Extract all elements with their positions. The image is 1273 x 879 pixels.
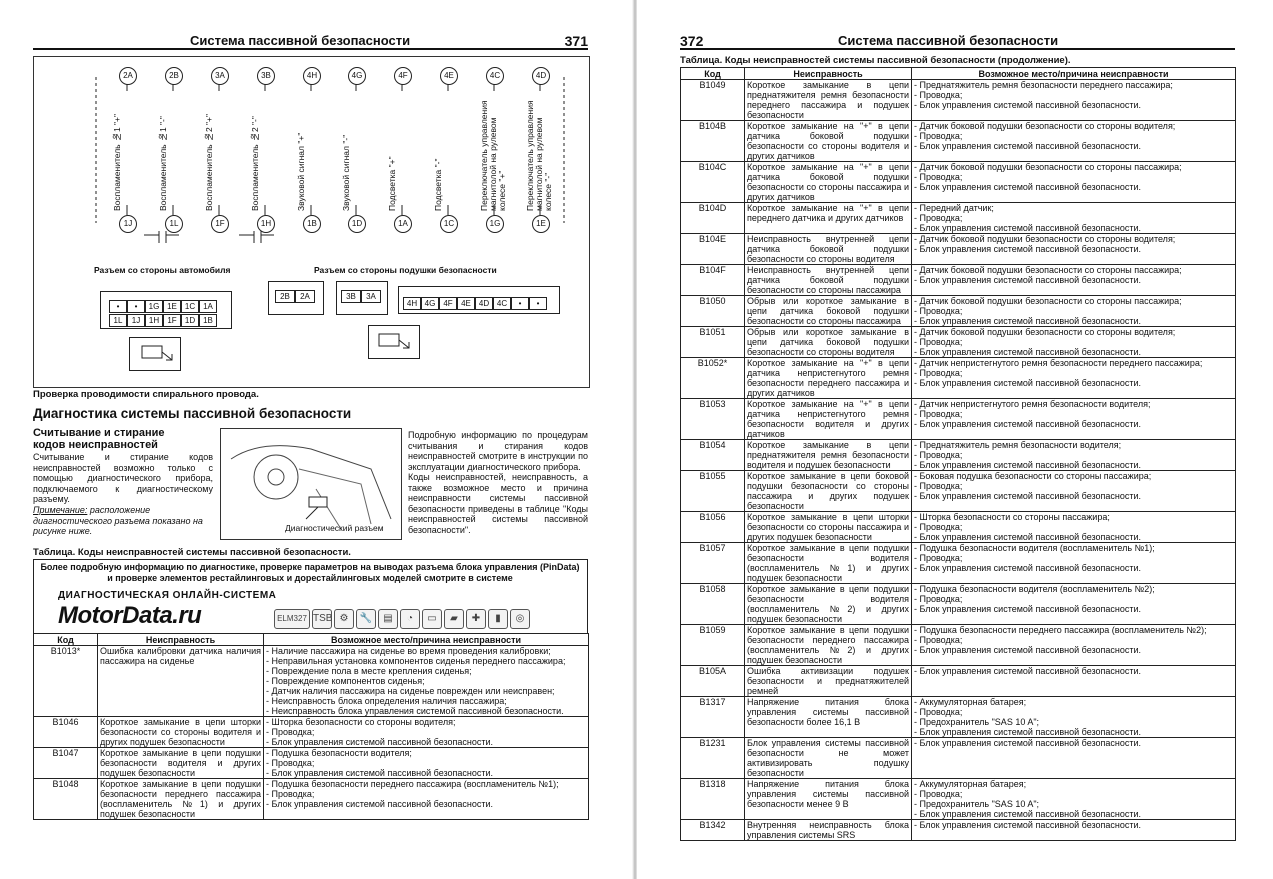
ad-text: Более подробную информацию по диагностике, проверке параметров на выводах разъема блока управления (PinData) и проверке элементов рестайлинговых и дорестайлинговых моделей смотрите в системе — [40, 562, 580, 583]
table-caption: Таблица. Коды неисправностей системы пассивной безопасности. — [33, 547, 351, 558]
pin-top: 4C — [486, 67, 504, 85]
cell-cause: - Подушка безопасности водителя; - Проводка; - Блок управления системой пассивной безопасности. — [264, 748, 589, 779]
connector-pin: 1A — [199, 300, 217, 313]
pin-top: 4H — [303, 67, 321, 85]
table-caption: Таблица. Коды неисправностей системы пассивной безопасности (продолжение). — [680, 55, 1071, 66]
cell-cause: - Наличие пассажира на сиденье во время проведения калибровки; - Неправильная установка компонентов сиденья переднего пассажира; - Повреждение пола в месте крепления сиденья; - Повреждение компонентов сиденья; - Датчик наличия пассажира на сиденье поврежден или неисправен; - Неисправность блока определения наличия пассажира; - Неисправность блока управления системой пассивной безопасности. — [264, 646, 589, 717]
wire-label: Воспламенитель №2 "+" — [204, 113, 214, 211]
cell-cause: - Преднатяжитель ремня безопасности водителя; - Проводка; - Блок управления системой пассивной безопасности. — [912, 440, 1236, 471]
cell-fault: Короткое замыкание в цепи шторки безопасности со стороны водителя и других подушек безопасности — [98, 717, 264, 748]
cell-code: B1057 — [681, 543, 745, 584]
note — [33, 505, 213, 537]
cell-fault: Блок управления системы пассивной безопасности не может активизировать подушку безопасности — [745, 738, 912, 779]
diagram-caption: Проверка проводимости спирального провода. — [33, 389, 259, 400]
left-page-header — [33, 33, 588, 50]
pin-top: 3B — [257, 67, 275, 85]
cell-cause: - Подушка безопасности переднего пассажира (воспламенитель №2); - Проводка; - Блок управления системой пассивной безопасности. — [912, 625, 1236, 666]
cell-cause: - Датчик боковой подушки безопасности со стороны водителя; - Блок управления системой пассивной безопасности. — [912, 234, 1236, 265]
plus-icon: ✚ — [466, 609, 486, 629]
cell-code: B1013* — [34, 646, 98, 717]
document-icon: ▤ — [378, 609, 398, 629]
connector-airbag-icon — [368, 325, 420, 359]
table-row — [681, 512, 1236, 543]
right-fault-table — [680, 67, 1236, 841]
connector-pin: 4G — [421, 297, 439, 310]
cell-cause: - Шторка безопасности со стороны пассажира; - Проводка; - Блок управления системой пассивной безопасности. — [912, 512, 1236, 543]
cell-code: B1050 — [681, 296, 745, 327]
cell-code: B1046 — [34, 717, 98, 748]
cell-code: B1231 — [681, 738, 745, 779]
connector-pin: 1D — [181, 314, 199, 327]
wire-label: Подсветка "-" — [433, 158, 443, 211]
ad-icons — [274, 608, 532, 629]
cell-code: B104F — [681, 265, 745, 296]
connector-pin: 1H — [145, 314, 163, 327]
connector-pin: • — [127, 300, 145, 313]
cell-fault: Короткое замыкание в цепи подушки безопасности водителя (воспламенитель №2) и других подушек безопасности — [745, 584, 912, 625]
connector-pin: 3A — [361, 290, 381, 303]
pin-bottom: 1G — [486, 215, 504, 233]
cell-cause: - Блок управления системой пассивной безопасности. — [912, 738, 1236, 779]
pin-bottom: 1H — [257, 215, 275, 233]
ad-brand: MotorData.ru — [58, 602, 202, 629]
oil-icon: ▰ — [444, 609, 464, 629]
cell-fault: Короткое замыкание в цепи подушки безопасности переднего пассажира (воспламенитель №1) и других подушек безопасности — [98, 779, 264, 820]
connector-vehicle-icon — [129, 337, 181, 371]
procedure-paragraph-2: Коды неисправностей, неисправность, а также возможное место и причина неисправности системы пассивной безопасности приведены в таблице "Коды неисправностей системы пассивной безопасности". — [408, 472, 588, 535]
connector-pin: 1E — [163, 300, 181, 313]
cell-code: B104B — [681, 121, 745, 162]
connector-airbag-c — [398, 286, 560, 314]
table-row — [681, 265, 1236, 296]
left-fault-table — [33, 633, 589, 820]
connector-pin: 1B — [199, 314, 217, 327]
connector-pin: 2A — [295, 290, 315, 303]
cell-cause: - Датчик боковой подушки безопасности со стороны пассажира; - Проводка; - Блок управления системой пассивной безопасности. — [912, 296, 1236, 327]
connector-pin: 4C — [493, 297, 511, 310]
car-icon: ▭ — [422, 609, 442, 629]
connector-pin: 4F — [439, 297, 457, 310]
connector-pin: 1G — [145, 300, 163, 313]
connector-pin: 4D — [475, 297, 493, 310]
pin-bottom: 1A — [394, 215, 412, 233]
cell-cause: - Датчик боковой подушки безопасности со стороны водителя; - Проводка; - Блок управления системой пассивной безопасности. — [912, 327, 1236, 358]
procedure-paragraph-1: Подробную информацию по процедурам считывания и стирания кодов неисправностей смотрите в инструкции по эксплуатации диагностического прибора. — [408, 430, 588, 472]
table-row — [681, 697, 1236, 738]
table-row — [681, 399, 1236, 440]
wire-label: Звуковой сигнал "+" — [296, 132, 306, 211]
pin-bottom: 1C — [440, 215, 458, 233]
wiring-diagram — [33, 56, 590, 388]
connector-pin: 1F — [163, 314, 181, 327]
col-header-fault: Неисправность — [745, 68, 912, 80]
cell-code: B1053 — [681, 399, 745, 440]
cell-fault: Короткое замыкание в цепи подушки безопасности водителя и других подушек безопасности — [98, 748, 264, 779]
subsection-title: Считывание и стирание кодов неисправностей — [33, 427, 165, 451]
col-header-fault: Неисправность — [98, 634, 264, 646]
table-row — [681, 162, 1236, 203]
cell-cause: - Датчик боковой подушки безопасности со стороны пассажира; - Блок управления системой пассивной безопасности. — [912, 265, 1236, 296]
cell-code: B104E — [681, 234, 745, 265]
section-title: Диагностика системы пассивной безопасности — [33, 406, 352, 421]
cell-fault: Напряжение питания блока управления системы пассивной безопасности менее 9 В — [745, 779, 912, 820]
table-row — [681, 584, 1236, 625]
cell-fault: Короткое замыкание в цепи шторки безопасности со стороны пассажира и других подушек безопасности — [745, 512, 912, 543]
pin-top: 4G — [348, 67, 366, 85]
cell-code: B1047 — [34, 748, 98, 779]
cell-cause: - Блок управления системой пассивной безопасности. — [912, 820, 1236, 841]
connector-pin: • — [109, 300, 127, 313]
cell-code: B1318 — [681, 779, 745, 820]
connector-airbag-a — [268, 281, 324, 315]
cell-code: B1048 — [34, 779, 98, 820]
cell-code: B1049 — [681, 80, 745, 121]
cell-fault: Неисправность внутренней цепи датчика боковой подушки безопасности со стороны водителя — [745, 234, 912, 265]
cell-fault: Обрыв или короткое замыкание в цепи датчика боковой подушки безопасности со стороны водителя — [745, 327, 912, 358]
cell-code: B1058 — [681, 584, 745, 625]
col-header-cause: Возможное место/причина неисправности — [912, 68, 1236, 80]
col-header-code: Код — [681, 68, 745, 80]
cell-fault: Ошибка активизации подушек безопасности и преднатяжителей ремней — [745, 666, 912, 697]
right-page-header — [680, 33, 1235, 50]
table-row — [681, 296, 1236, 327]
pin-bottom: 1B — [303, 215, 321, 233]
wire-label: Воспламенитель №2 "-" — [250, 116, 260, 211]
cell-cause: - Датчик боковой подушки безопасности со стороны водителя; - Проводка; - Блок управления системой пассивной безопасности. — [912, 121, 1236, 162]
cell-code: B1051 — [681, 327, 745, 358]
left-page — [0, 0, 636, 879]
table-row — [681, 666, 1236, 697]
cell-cause: - Преднатяжитель ремня безопасности переднего пассажира; - Проводка; - Блок управления системой пассивной безопасности. — [912, 80, 1236, 121]
cell-code: B1059 — [681, 625, 745, 666]
cell-fault: Напряжение питания блока управления системы пассивной безопасности более 16,1 В — [745, 697, 912, 738]
table-row — [681, 440, 1236, 471]
diagnostic-connector-image — [220, 428, 402, 540]
pin-top: 4D — [532, 67, 550, 85]
cell-cause: - Аккумуляторная батарея; - Проводка; - Предохранитель "SAS 10 A"; - Блок управления системой пассивной безопасности. — [912, 697, 1236, 738]
intro-paragraph: Считывание и стирание кодов неисправностей возможно только с помощью диагностического прибора, подключаемого к диагностическому разъему. — [33, 452, 213, 504]
cell-fault: Обрыв или короткое замыкание в цепи датчика боковой подушки безопасности со стороны пассажира — [745, 296, 912, 327]
table-row — [681, 121, 1236, 162]
connector-pin: 1L — [109, 314, 127, 327]
pin-bottom: 1F — [211, 215, 229, 233]
connector-pin: 3B — [341, 290, 361, 303]
cell-fault: Неисправность внутренней цепи датчика боковой подушки безопасности со стороны пассажира — [745, 265, 912, 296]
table-row — [681, 779, 1236, 820]
cell-code: B1055 — [681, 471, 745, 512]
cell-fault: Короткое замыкание в цепи подушки безопасности переднего пассажира (воспламенитель №2) и других подушек безопасности — [745, 625, 912, 666]
table-row — [34, 717, 589, 748]
cell-cause: - Датчик боковой подушки безопасности со стороны пассажира; - Проводка; - Блок управления системой пассивной безопасности. — [912, 162, 1236, 203]
cell-cause: - Подушка безопасности переднего пассажира (воспламенитель №1); - Проводка; - Блок управления системой пассивной безопасности. — [264, 779, 589, 820]
cell-fault: Короткое замыкание в цепи подушки безопасности водителя (воспламенитель №1) и других подушек безопасности — [745, 543, 912, 584]
cell-code: B1054 — [681, 440, 745, 471]
table-row — [34, 779, 589, 820]
pin-top: 4F — [394, 67, 412, 85]
wire-label: Переключатель управления магнитолой на рулевом колесе "+" — [479, 100, 507, 211]
cell-code: B1317 — [681, 697, 745, 738]
gauge-icon: ◔ — [400, 609, 420, 629]
page-title: Система пассивной безопасности — [190, 33, 411, 48]
motordata-ad — [33, 559, 588, 635]
table-row — [681, 80, 1236, 121]
cell-fault: Короткое замыкание в цепи преднатяжителя ремня безопасности переднего пассажира и подушек безопасности — [745, 80, 912, 121]
elm327-badge: ELM327 — [274, 609, 310, 629]
pin-bottom: 1J — [119, 215, 137, 233]
col-header-cause: Возможное место/причина неисправности — [264, 634, 589, 646]
procedure-text — [408, 430, 588, 535]
cell-fault: Короткое замыкание на "+" в цепи датчика боковой подушки безопасности со стороны пассажира и других датчиков — [745, 162, 912, 203]
table-header-row — [34, 634, 589, 646]
page-number: 372 — [680, 33, 704, 49]
table-header-row — [681, 68, 1236, 80]
cell-fault: Короткое замыкание на "+" в цепи переднего датчика и других датчиков — [745, 203, 912, 234]
wire-label: Подсветка "+" — [387, 156, 397, 211]
engine-icon: ⚙ — [334, 609, 354, 629]
cell-fault: Короткое замыкание в цепи преднатяжителя ремня безопасности водителя и подушек безопасности — [745, 440, 912, 471]
connector-pin: • — [529, 297, 547, 310]
wire-label: Воспламенитель №1 "-" — [158, 116, 168, 211]
cell-cause: - Блок управления системой пассивной безопасности. — [912, 666, 1236, 697]
cell-cause: - Датчик непристегнутого ремня безопасности водителя; - Проводка; - Блок управления системой пассивной безопасности. — [912, 399, 1236, 440]
wire-label: Переключатель управления магнитолой на рулевом колесе "-" — [525, 100, 553, 211]
pin-top: 3A — [211, 67, 229, 85]
pin-top: 2B — [165, 67, 183, 85]
cell-code: B1342 — [681, 820, 745, 841]
table-row — [681, 543, 1236, 584]
ad-subtitle: ДИАГНОСТИЧЕСКАЯ ОНЛАЙН-СИСТЕМА — [58, 590, 277, 601]
connector-vehicle — [100, 291, 232, 329]
table-row — [681, 234, 1236, 265]
table-row — [34, 646, 589, 717]
col-header-code: Код — [34, 634, 98, 646]
note-text: расположение диагностического разъема показано на рисунке ниже. — [33, 505, 203, 536]
wheel-icon: ◎ — [510, 609, 530, 629]
connector-pin: • — [511, 297, 529, 310]
cell-cause: - Подушка безопасности водителя (воспламенитель №2); - Проводка; - Блок управления системой пассивной безопасности. — [912, 584, 1236, 625]
connector-pin: 1C — [181, 300, 199, 313]
page-number: 371 — [564, 33, 588, 49]
cell-fault: Короткое замыкание на "+" в цепи датчика непристегнутого ремня безопасности переднего пассажира и других датчиков — [745, 358, 912, 399]
note-label: Примечание: — [33, 505, 88, 515]
cell-code: B105A — [681, 666, 745, 697]
page-title: Система пассивной безопасности — [838, 33, 1059, 48]
cell-cause: - Датчик непристегнутого ремня безопасности переднего пассажира; - Проводка; - Блок управления системой пассивной безопасности. — [912, 358, 1236, 399]
cell-code: B104C — [681, 162, 745, 203]
tsb-badge: TSB — [312, 609, 332, 629]
cell-fault: Короткое замыкание на "+" в цепи датчика непристегнутого ремня безопасности водителя и других датчиков — [745, 399, 912, 440]
cell-cause: - Аккумуляторная батарея; - Проводка; - Предохранитель "SAS 10 A"; - Блок управления системой пассивной безопасности. — [912, 779, 1236, 820]
table-row — [681, 471, 1236, 512]
cell-code: B1056 — [681, 512, 745, 543]
pin-bottom: 1L — [165, 215, 183, 233]
pin-bottom: 1E — [532, 215, 550, 233]
cell-code: B1052* — [681, 358, 745, 399]
connector-airbag-b — [336, 281, 388, 315]
table-row — [681, 327, 1236, 358]
pin-top: 4E — [440, 67, 458, 85]
right-page — [637, 0, 1273, 879]
cell-cause: - Подушка безопасности водителя (воспламенитель №1); - Проводка; - Блок управления системой пассивной безопасности. — [912, 543, 1236, 584]
cell-cause: - Передний датчик; - Проводка; - Блок управления системой пассивной безопасности. — [912, 203, 1236, 234]
table-row — [681, 820, 1236, 841]
connector-airbag-label: Разъем со стороны подушки безопасности — [314, 265, 497, 275]
image-caption: Диагностический разъем — [285, 523, 384, 533]
table-row — [34, 748, 589, 779]
pin-bottom: 1D — [348, 215, 366, 233]
table-row — [681, 203, 1236, 234]
cell-code: B104D — [681, 203, 745, 234]
cell-fault: Короткое замыкание на "+" в цепи датчика боковой подушки безопасности со стороны водителя и других датчиков — [745, 121, 912, 162]
wrench-icon: 🔧 — [356, 609, 376, 629]
connector-pin: 4H — [403, 297, 421, 310]
wire-label: Звуковой сигнал "-" — [341, 134, 351, 211]
connector-pin: 2B — [275, 290, 295, 303]
cell-cause: - Шторка безопасности со стороны водителя; - Проводка; - Блок управления системой пассивной безопасности. — [264, 717, 589, 748]
cell-fault: Внутренняя неисправность блока управления системы SRS — [745, 820, 912, 841]
wire-lines — [34, 57, 589, 387]
table-row — [681, 625, 1236, 666]
cell-fault: Ошибка калибровки датчика наличия пассажира на сиденье — [98, 646, 264, 717]
pin-top: 2A — [119, 67, 137, 85]
table-row — [681, 358, 1236, 399]
connector-pin: 1J — [127, 314, 145, 327]
connector-pin: 4E — [457, 297, 475, 310]
table-row — [681, 738, 1236, 779]
cell-cause: - Боковая подушка безопасности со стороны пассажира; - Проводка; - Блок управления системой пассивной безопасности. — [912, 471, 1236, 512]
wire-label: Воспламенитель №1 "+" — [112, 113, 122, 211]
connector-vehicle-label: Разъем со стороны автомобиля — [94, 265, 231, 275]
battery-icon: ▮ — [488, 609, 508, 629]
cell-fault: Короткое замыкание в цепи боковой подушки безопасности со стороны пассажира и других подушек безопасности — [745, 471, 912, 512]
